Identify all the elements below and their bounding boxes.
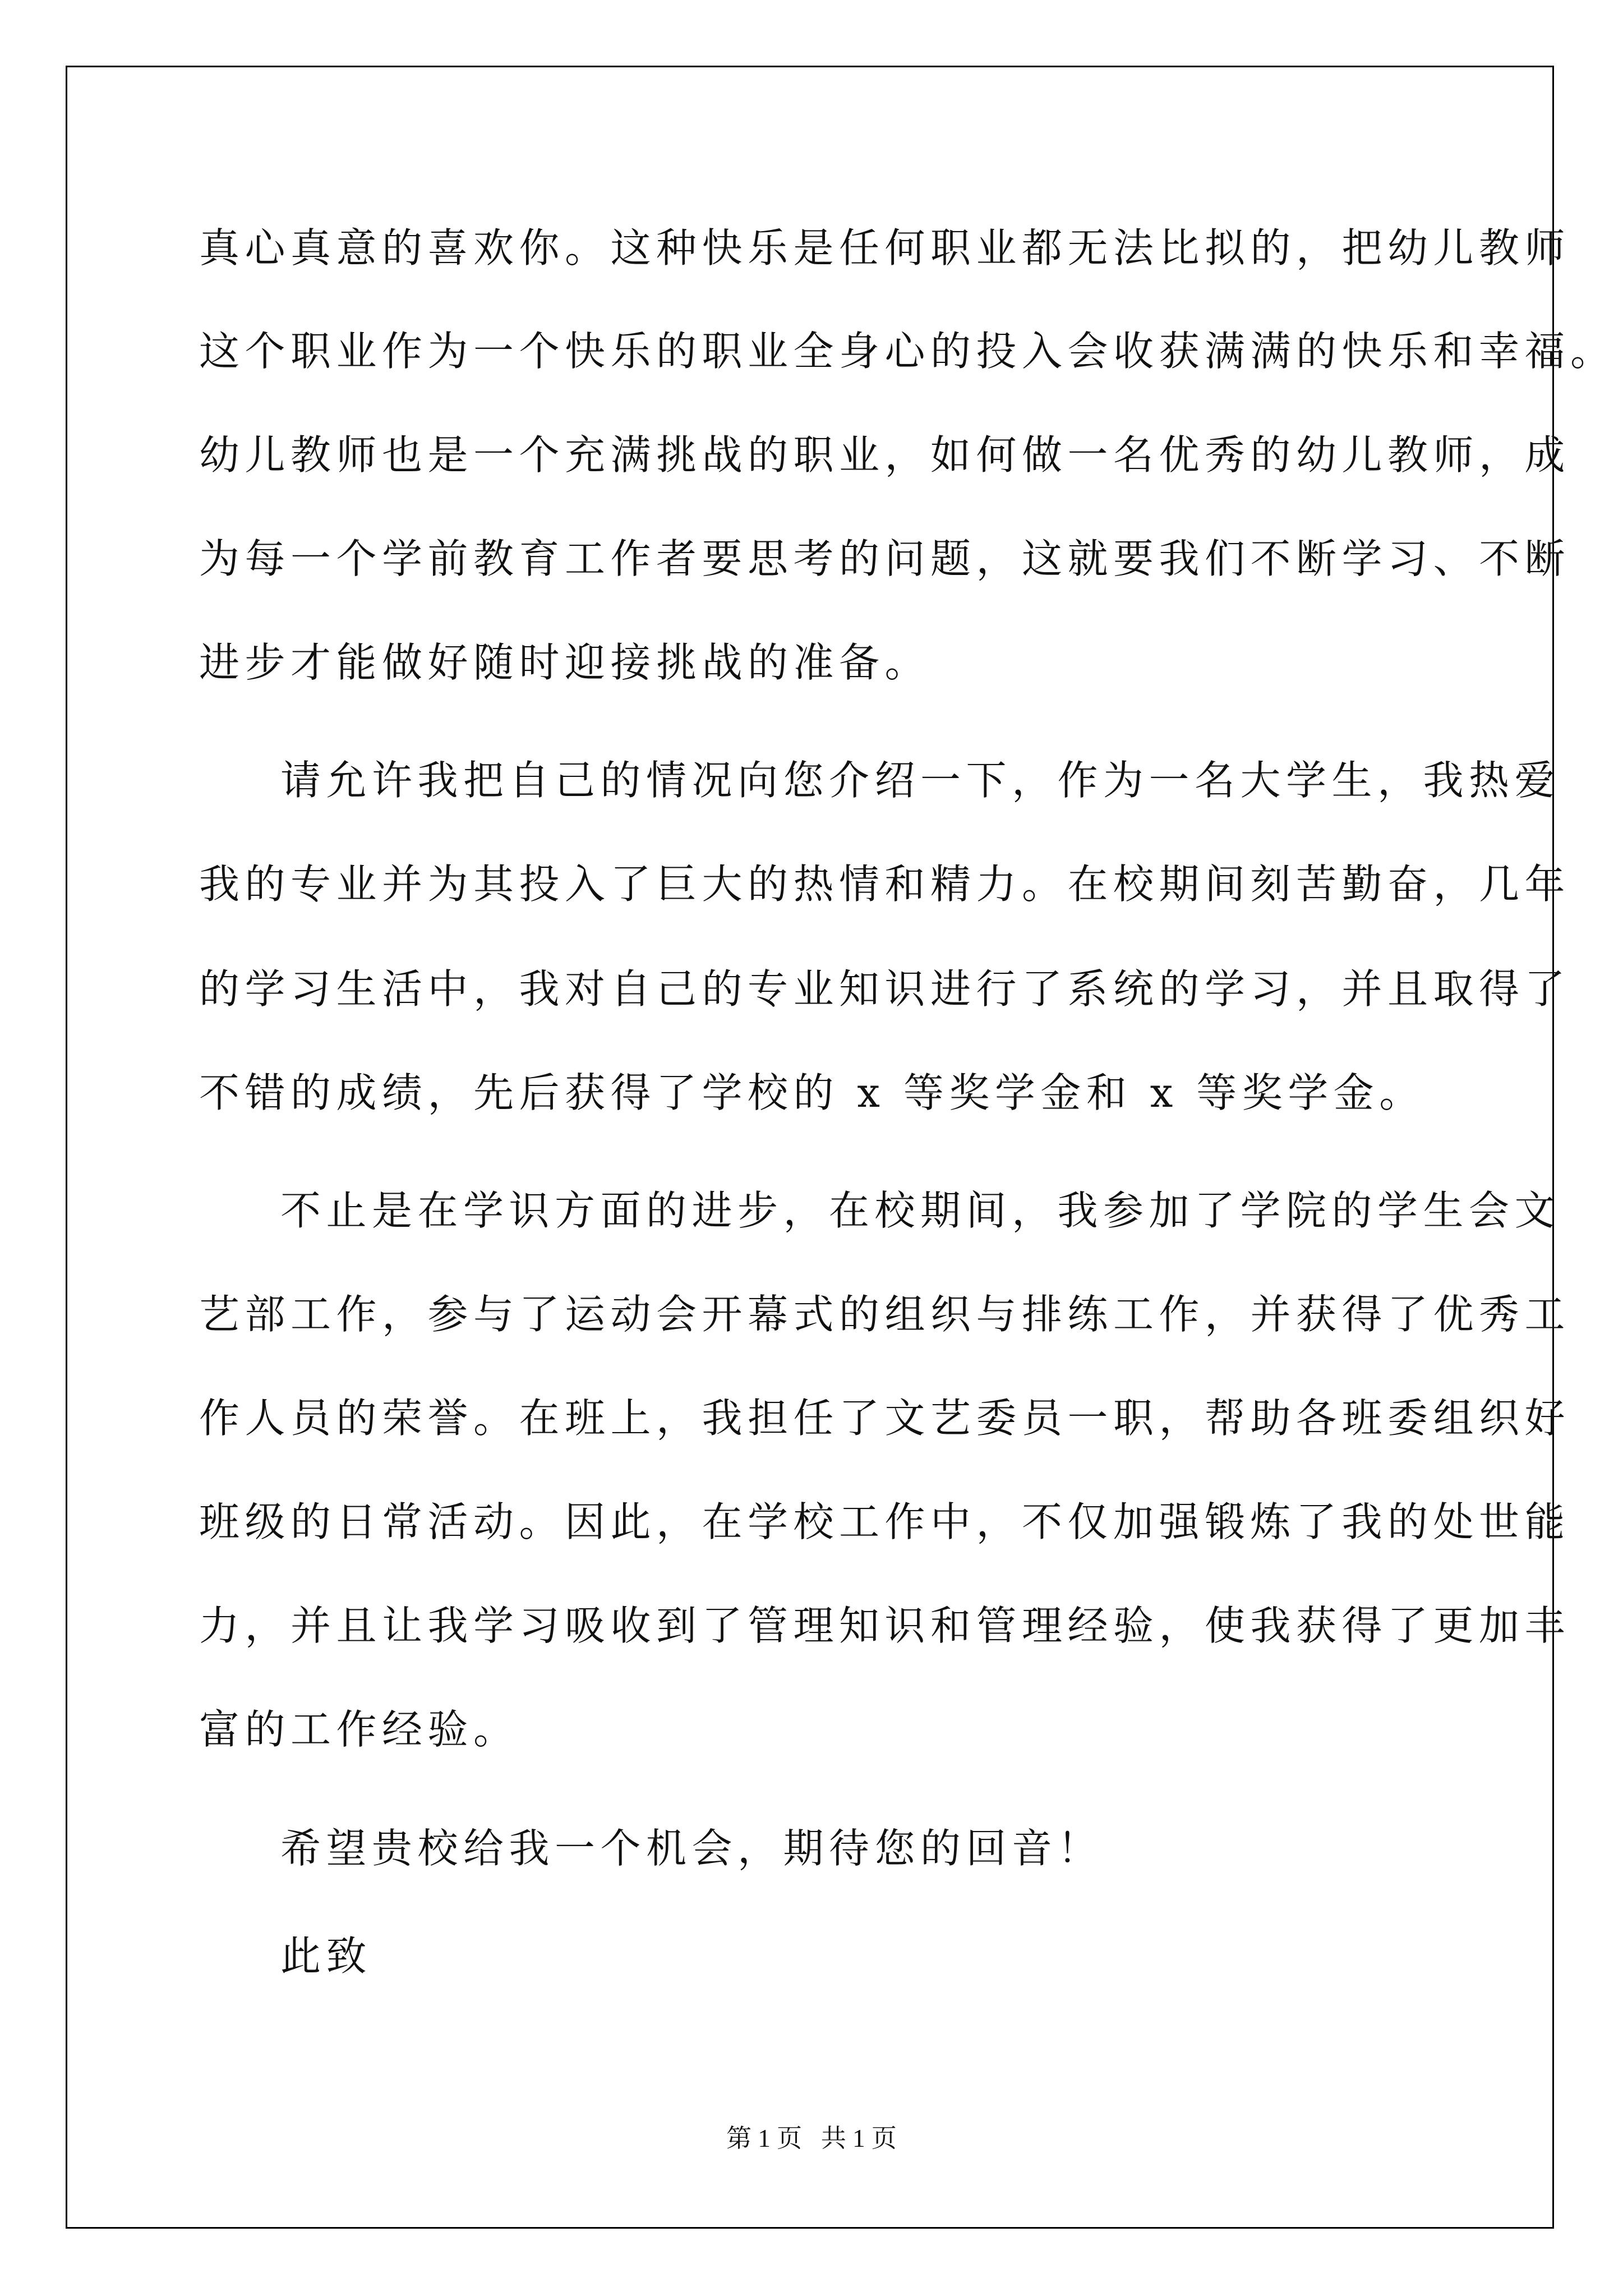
text-line: 班级的日常活动。因此，在学校工作中，不仅加强锻炼了我的处世能 xyxy=(199,1498,1571,1545)
text-line: 这个职业作为一个快乐的职业全身心的投入会收获满满的快乐和幸福。 xyxy=(199,328,1616,375)
page-frame xyxy=(66,66,1616,2229)
page-footer: 第 1 页 共 1 页 xyxy=(726,2124,897,2152)
text-line: 进步才能做好随时迎接挑战的准备。 xyxy=(199,639,931,686)
text-line: 的学习生活中，我对自己的专业知识进行了系统的学习，并且取得了 xyxy=(199,965,1571,1013)
text-line: 作人员的荣誉。在班上，我担任了文艺委员一职，帮助各班委组织好 xyxy=(199,1395,1571,1442)
text-line: 不错的成绩，先后获得了学校的 x 等奖学金和 x 等奖学金。 xyxy=(199,1069,1425,1116)
text-line: 我的专业并为其投入了巨大的热情和精力。在校期间刻苦勤奋，几年 xyxy=(199,861,1571,908)
text-line: 幼儿教师也是一个充满挑战的职业，如何做一名优秀的幼儿教师，成 xyxy=(199,431,1571,478)
closing-line: 此致 xyxy=(280,1932,372,1980)
text-line: 不止是在学识方面的进步，在校期间，我参加了学院的学生会文 xyxy=(280,1187,1561,1234)
text-line: 为每一个学前教育工作者要思考的问题，这就要我们不断学习、不断 xyxy=(199,535,1571,582)
text-line: 力，并且让我学习吸收到了管理知识和管理经验，使我获得了更加丰 xyxy=(199,1602,1571,1649)
text-line: 希望贵校给我一个机会，期待您的回音！ xyxy=(280,1825,1104,1872)
text-line: 艺部工作，参与了运动会开幕式的组织与排练工作，并获得了优秀工 xyxy=(199,1291,1571,1338)
text-line: 富的工作经验。 xyxy=(199,1706,519,1753)
text-line: 请允许我把自己的情况向您介绍一下，作为一名大学生，我热爱 xyxy=(280,757,1561,804)
text-line: 真心真意的喜欢你。这种快乐是任何职业都无法比拟的，把幼儿教师 xyxy=(199,224,1571,272)
